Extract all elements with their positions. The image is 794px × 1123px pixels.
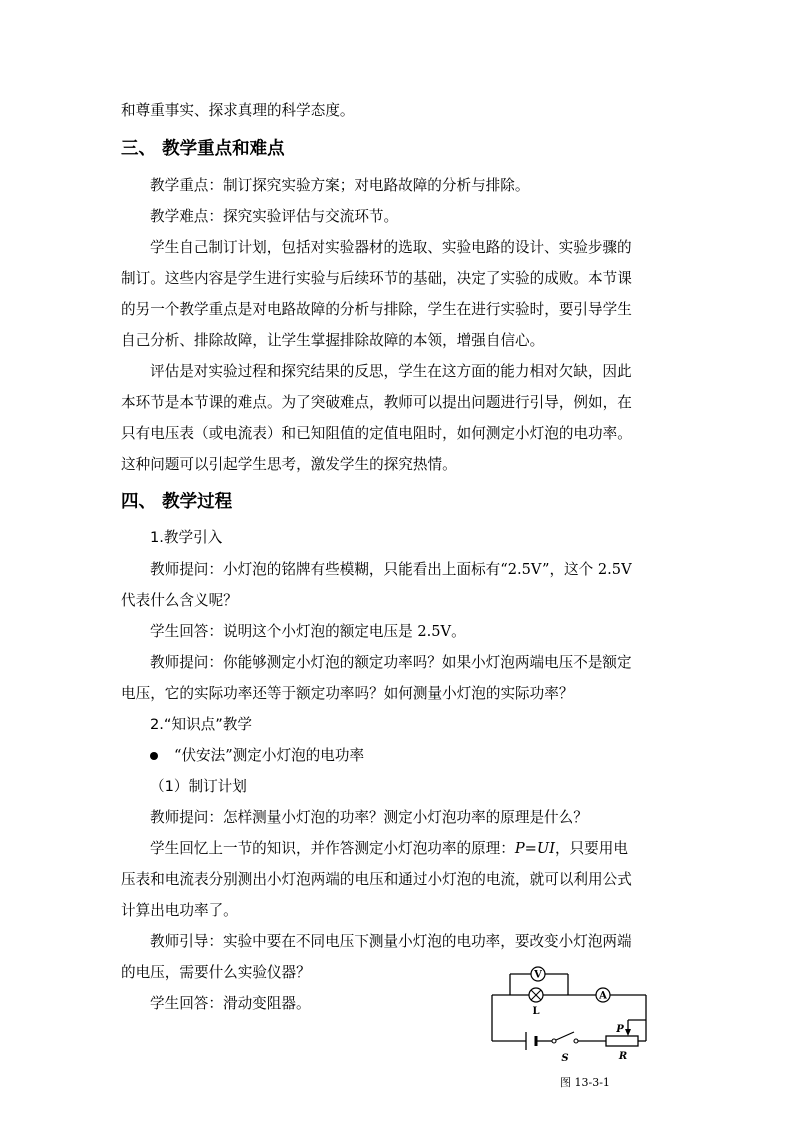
text-line: 自己分析、排除故障，让学生掌握排除故障的本领，增强自信心。	[121, 332, 545, 349]
ammeter-label: A	[599, 990, 607, 1002]
switch-blade	[556, 1032, 574, 1040]
figure-caption: 图 13-3-1	[560, 1076, 610, 1089]
section-heading-4: 四、 教学过程	[121, 492, 233, 512]
text-line: 的电压，需要什么实验仪器？	[121, 964, 311, 981]
text-line: 计算出电功率了。	[121, 902, 238, 919]
text-line: 教师提问：小灯泡的铭牌有些模糊，只能看出上面标有“2.5V”，这个 2.5V	[150, 561, 632, 578]
text-line: 压表和电流表分别测出小灯泡两端的电压和通过小灯泡的电流，就可以利用公式	[121, 871, 632, 888]
text-line: 教师提问：你能够测定小灯泡的额定功率吗？如果小灯泡两端电压不是额定	[150, 654, 632, 671]
lamp-label: L	[532, 1006, 540, 1017]
subsection-title: （1）制订计划	[150, 778, 247, 795]
voltmeter-icon	[531, 967, 545, 981]
text-line: 教师引导：实验中要在不同电压下测量小灯泡的电功率，要改变小灯泡两端	[150, 933, 632, 950]
circuit-diagram	[480, 958, 670, 1066]
text-line: 制订。这些内容是学生进行实验与后续环节的基础，决定了实验的成败。本节课	[121, 270, 632, 287]
slider-label: P	[616, 1024, 624, 1035]
text-line: 教师提问：怎样测量小灯泡的功率？测定小灯泡功率的原理是什么？	[150, 809, 588, 826]
subsection-title: 1.教学引入	[150, 529, 223, 546]
text-line: 的另一个教学重点是对电路故障的分析与排除，学生在进行实验时，要引导学生	[121, 301, 632, 318]
switch-label: S	[561, 1053, 569, 1064]
slider-arrow	[625, 1029, 631, 1036]
text-line: 代表什么含义呢？	[121, 592, 238, 609]
text-line: 教学重点：制订探究实验方案；对电路故障的分析与排除。	[150, 177, 530, 194]
ammeter-icon	[596, 988, 610, 1002]
text-line: “伏安法”测定小灯泡的电功率	[174, 747, 365, 764]
rheostat-label: R	[618, 1051, 628, 1062]
text-line: 电压，它的实际功率还等于额定功率吗？如何测量小灯泡的实际功率？	[121, 685, 574, 702]
voltmeter-label: V	[534, 969, 542, 981]
text-line: 教学难点：探究实验评估与交流环节。	[150, 208, 399, 225]
text-line: 学生自己制订计划，包括对实验器材的选取、实验电路的设计、实验步骤的	[150, 239, 632, 256]
section-heading-3: 三、 教学重点和难点	[121, 139, 285, 159]
text-line: 评估是对实验过程和探究结果的反思，学生在这方面的能力相对欠缺，因此	[150, 363, 632, 380]
bullet-icon	[150, 752, 158, 760]
text-line: 学生回答：滑动变阻器。	[150, 995, 311, 1012]
text-line: 和尊重事实、探求真理的科学态度。	[121, 102, 355, 119]
text-line: 只有电压表（或电流表）和已知阻值的定值电阻时，如何测定小灯泡的电功率。	[121, 425, 632, 442]
text-line: 本环节是本节课的难点。为了突破难点，教师可以提出问题进行引导，例如，在	[121, 394, 632, 411]
text-line: 学生回答：说明这个小灯泡的额定电压是 2.5V。	[150, 623, 466, 640]
subsection-title: 2.“知识点”教学	[150, 716, 253, 733]
lamp-icon	[529, 988, 543, 1017]
text-line: 这种问题可以引起学生思考，激发学生的探究热情。	[121, 456, 457, 473]
text-line: 学生回忆上一节的知识，并作答测定小灯泡功率的原理：P=UI，只要用电	[150, 840, 628, 857]
